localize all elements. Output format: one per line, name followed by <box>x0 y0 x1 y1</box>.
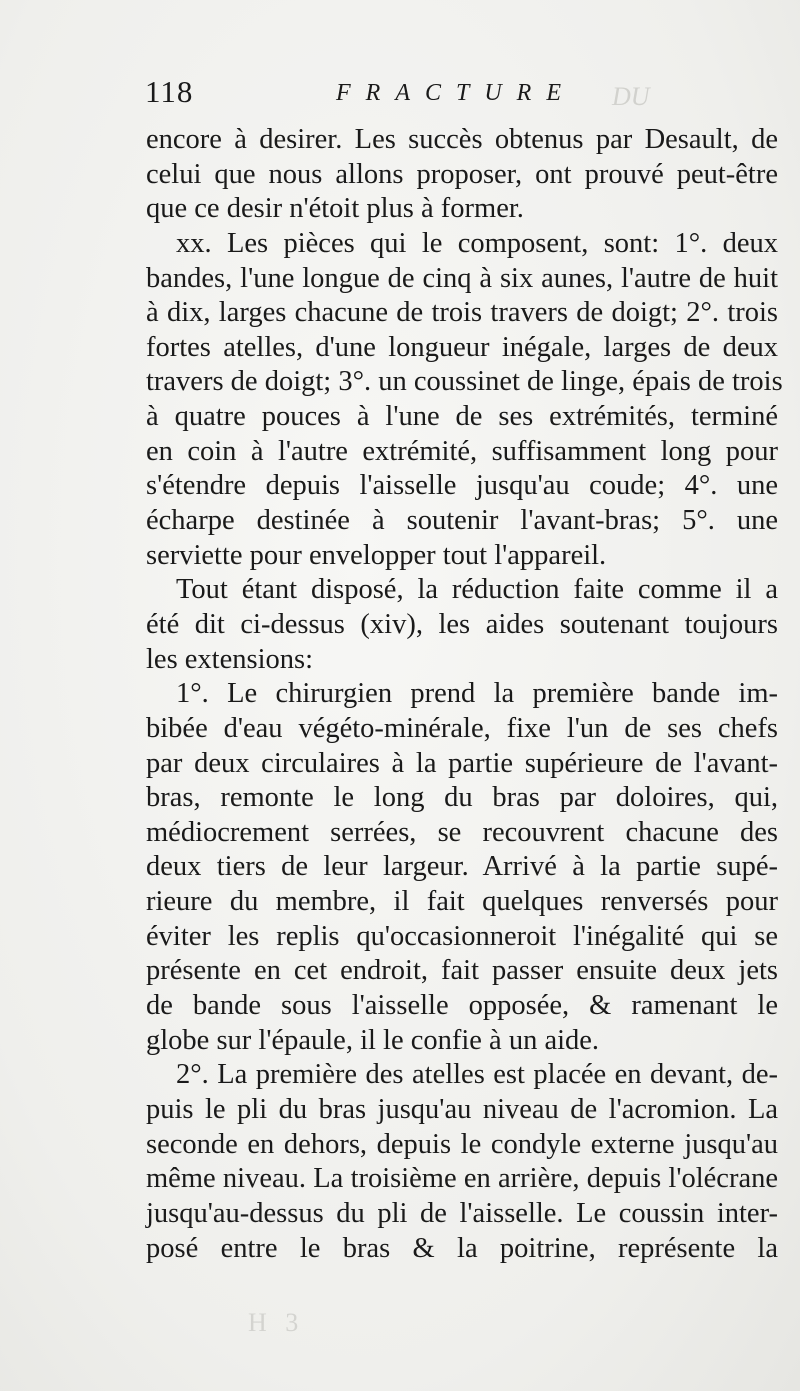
text-line: été dit ci-dessus (xiv), les aides soutenant toujours <box>146 608 778 640</box>
text-line: même niveau. La troisième en arrière, depuis l'olécrane <box>146 1163 778 1195</box>
text-line: travers de doigt; 3°. un coussinet de linge, épais de trois <box>146 366 783 398</box>
text-line: en coin à l'autre extrémité, suffisamment long pour <box>146 435 778 467</box>
text-line: fortes atelles, d'une longueur inégale, larges de deux <box>146 331 778 363</box>
running-head: FRACTURE <box>336 80 576 106</box>
text-line: serviette pour envelopper tout l'appareil. <box>146 539 607 571</box>
text-line: 2°. La première des atelles est placée en devant, de- <box>176 1059 778 1091</box>
text-line: éviter les replis qu'occasionneroit l'inégalité qui se <box>146 920 778 952</box>
text-line: encore à desirer. Les succès obtenus par Desault, de <box>146 124 778 155</box>
text-line: écharpe destinée à soutenir l'avant-bras; 5°. une <box>146 505 778 537</box>
text-line: Tout étant disposé, la réduction faite comme il a <box>176 574 778 606</box>
text-line: seconde en dehors, depuis le condyle externe jusqu'au <box>146 1128 778 1160</box>
text-line: celui que nous allons proposer, ont prouvé peut-être <box>146 158 778 190</box>
text-line: posé entre le bras & la poitrine, représente la <box>146 1232 778 1264</box>
text-line: bibée d'eau végéto-minérale, fixe l'un de ses chefs <box>146 712 778 744</box>
text-line: de bande sous l'aisselle opposée, & ramenant le <box>146 990 778 1022</box>
text-line: par deux circulaires à la partie supérieure de l'avant- <box>146 747 778 779</box>
text-line: jusqu'au-dessus du pli de l'aisselle. Le coussin inter- <box>146 1197 778 1229</box>
text-line: puis le pli du bras jusqu'au niveau de l'acromion. La <box>146 1093 778 1125</box>
text-line: à dix, larges chacune de trois travers de doigt; 2°. trois <box>146 297 778 329</box>
page-body-text <box>146 123 783 1266</box>
text-line: globe sur l'épaule, il le confie à un aide. <box>146 1024 600 1056</box>
text-line: médiocrement serrées, se recouvrent chacune des <box>146 816 778 848</box>
page-header <box>140 74 780 114</box>
text-line: que ce desir n'étoit plus à former. <box>146 193 524 225</box>
bleed-through-text: DU <box>612 82 650 111</box>
signature-mark-bleed: H 3 <box>248 1308 305 1337</box>
text-line: xx. Les pièces qui le composent, sont: 1°. deux <box>176 227 778 259</box>
text-line: s'étendre depuis l'aisselle jusqu'au coude; 4°. une <box>146 470 778 502</box>
text-line: présente en cet endroit, fait passer ensuite deux jets <box>146 955 778 987</box>
text-line: bras, remonte le long du bras par doloires, qui, <box>146 782 778 814</box>
text-line: rieure du membre, il fait quelques renversés pour <box>146 886 778 918</box>
page-number: 118 <box>145 74 194 109</box>
text-line: les extensions: <box>146 643 314 675</box>
text-line: deux tiers de leur largeur. Arrivé à la partie supé- <box>146 851 778 883</box>
text-line: 1°. Le chirurgien prend la première bande im- <box>176 678 778 710</box>
text-line: bandes, l'une longue de cinq à six aunes, l'autre de huit <box>146 262 778 294</box>
text-line: à quatre pouces à l'une de ses extrémités, terminé <box>146 401 778 433</box>
